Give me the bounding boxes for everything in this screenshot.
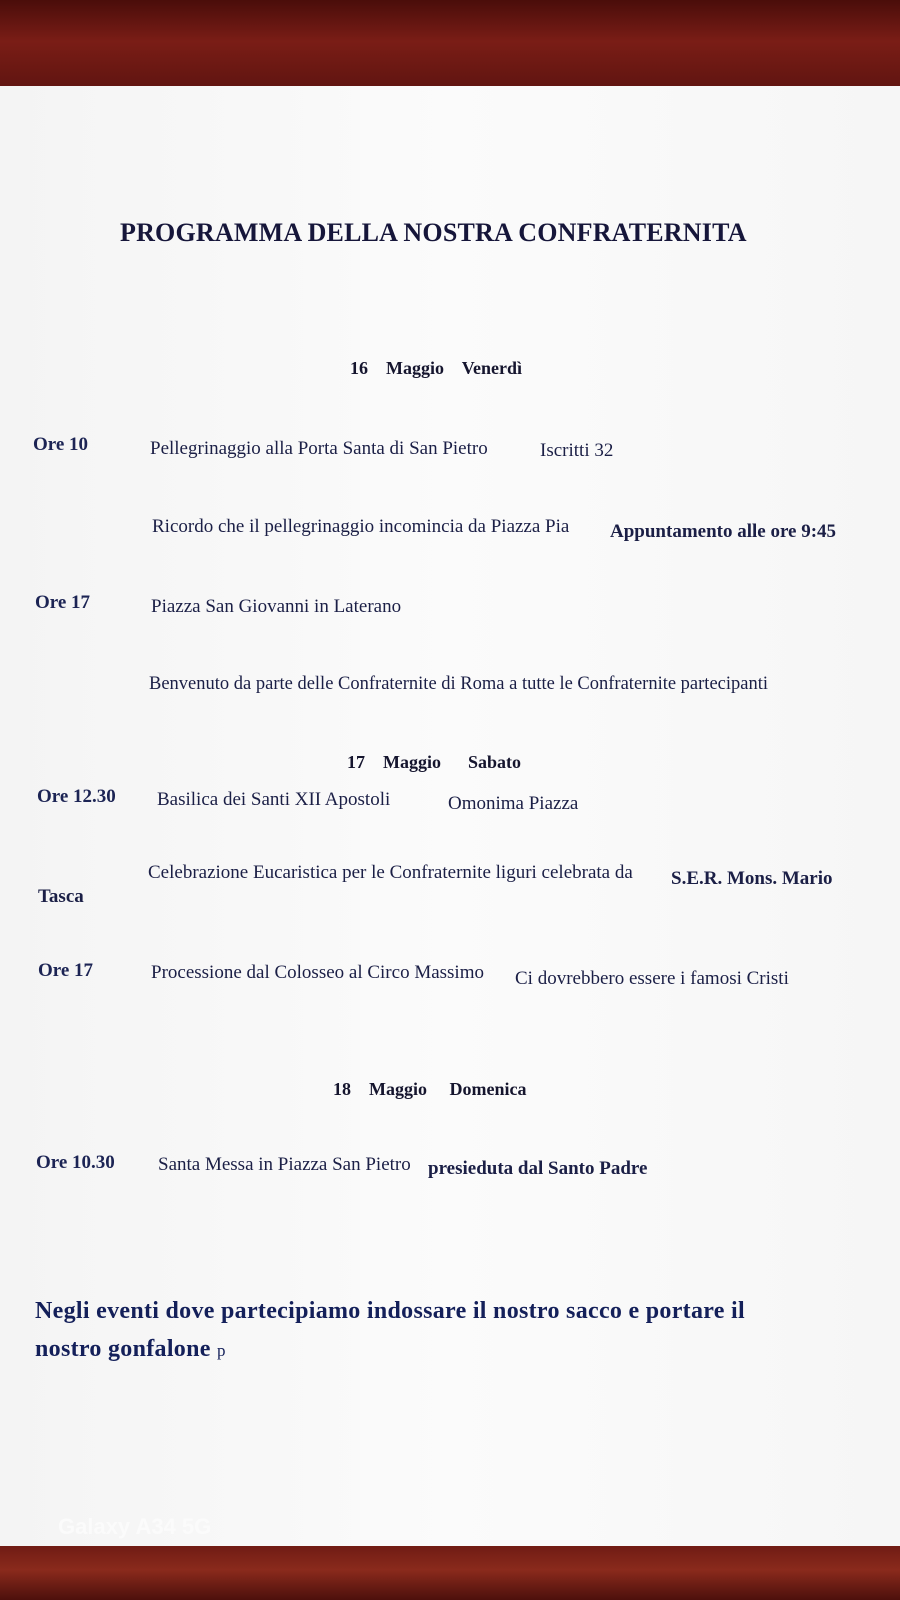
entry-time: Ore 17 [35, 592, 91, 613]
entry-text: Pellegrinaggio alla Porta Santa di San Pietro [150, 438, 488, 459]
footer-note-text: nostro gonfalone [35, 1336, 211, 1362]
entry-extra: Omonima Piazza [448, 793, 579, 814]
document-sheet [0, 86, 900, 1546]
day-heading-17 [347, 752, 521, 773]
entry-extra: Iscritti 32 [540, 440, 614, 461]
entry-time: Ore 10.30 [36, 1152, 115, 1173]
footer-note-line2 [35, 1336, 226, 1363]
entry-time: Ore 17 [38, 960, 94, 981]
day-weekday: Domenica [449, 1079, 527, 1099]
entry-bold-text: Appuntamento alle ore 9:45 [610, 521, 837, 542]
entry-text: Ricordo che il pellegrinaggio incomincia da Piazza Pia [152, 516, 570, 537]
day-month: Maggio [386, 358, 444, 378]
day-heading-16 [350, 358, 522, 379]
day-weekday: Venerdì [461, 358, 523, 378]
entry-text: Benvenuto da parte delle Confraternite di Roma a tutte le Confraternite partecipanti [149, 674, 769, 694]
entry-bold-text: presieduta dal Santo Padre [428, 1158, 648, 1179]
day-number: 17 [347, 752, 365, 772]
entry-text: Processione dal Colosseo al Circo Massimo [151, 962, 484, 983]
document-title: PROGRAMMA DELLA NOSTRA CONFRATERNITA [120, 218, 747, 247]
entry-text: Celebrazione Eucaristica per le Confraternite liguri celebrata da [148, 862, 633, 883]
entry-bold-text: S.E.R. Mons. Mario [671, 868, 833, 889]
entry-time: Ore 10 [33, 434, 89, 455]
entry-extra: Ci dovrebbero essere i famosi Cristi [515, 968, 789, 989]
day-weekday: Sabato [468, 752, 522, 772]
day-month: Maggio [369, 1079, 427, 1099]
entry-text: Santa Messa in Piazza San Pietro [158, 1154, 411, 1175]
day-month: Maggio [383, 752, 441, 772]
wood-background-top [0, 0, 900, 92]
day-number: 18 [333, 1079, 351, 1099]
stray-character: p [217, 1341, 226, 1360]
wood-background-bottom [0, 1540, 900, 1600]
entry-time: Ore 12.30 [37, 786, 116, 807]
entry-wrap-text: Tasca [38, 886, 84, 907]
entry-text: Piazza San Giovanni in Laterano [151, 596, 402, 617]
day-number: 16 [350, 358, 368, 378]
entry-text: Basilica dei Santi XII Apostoli [157, 789, 391, 810]
footer-note-line1: Negli eventi dove partecipiamo indossare il nostro sacco e portare il [35, 1298, 745, 1324]
day-heading-18 [333, 1079, 526, 1100]
camera-watermark: Galaxy A34 5G [58, 1514, 212, 1539]
